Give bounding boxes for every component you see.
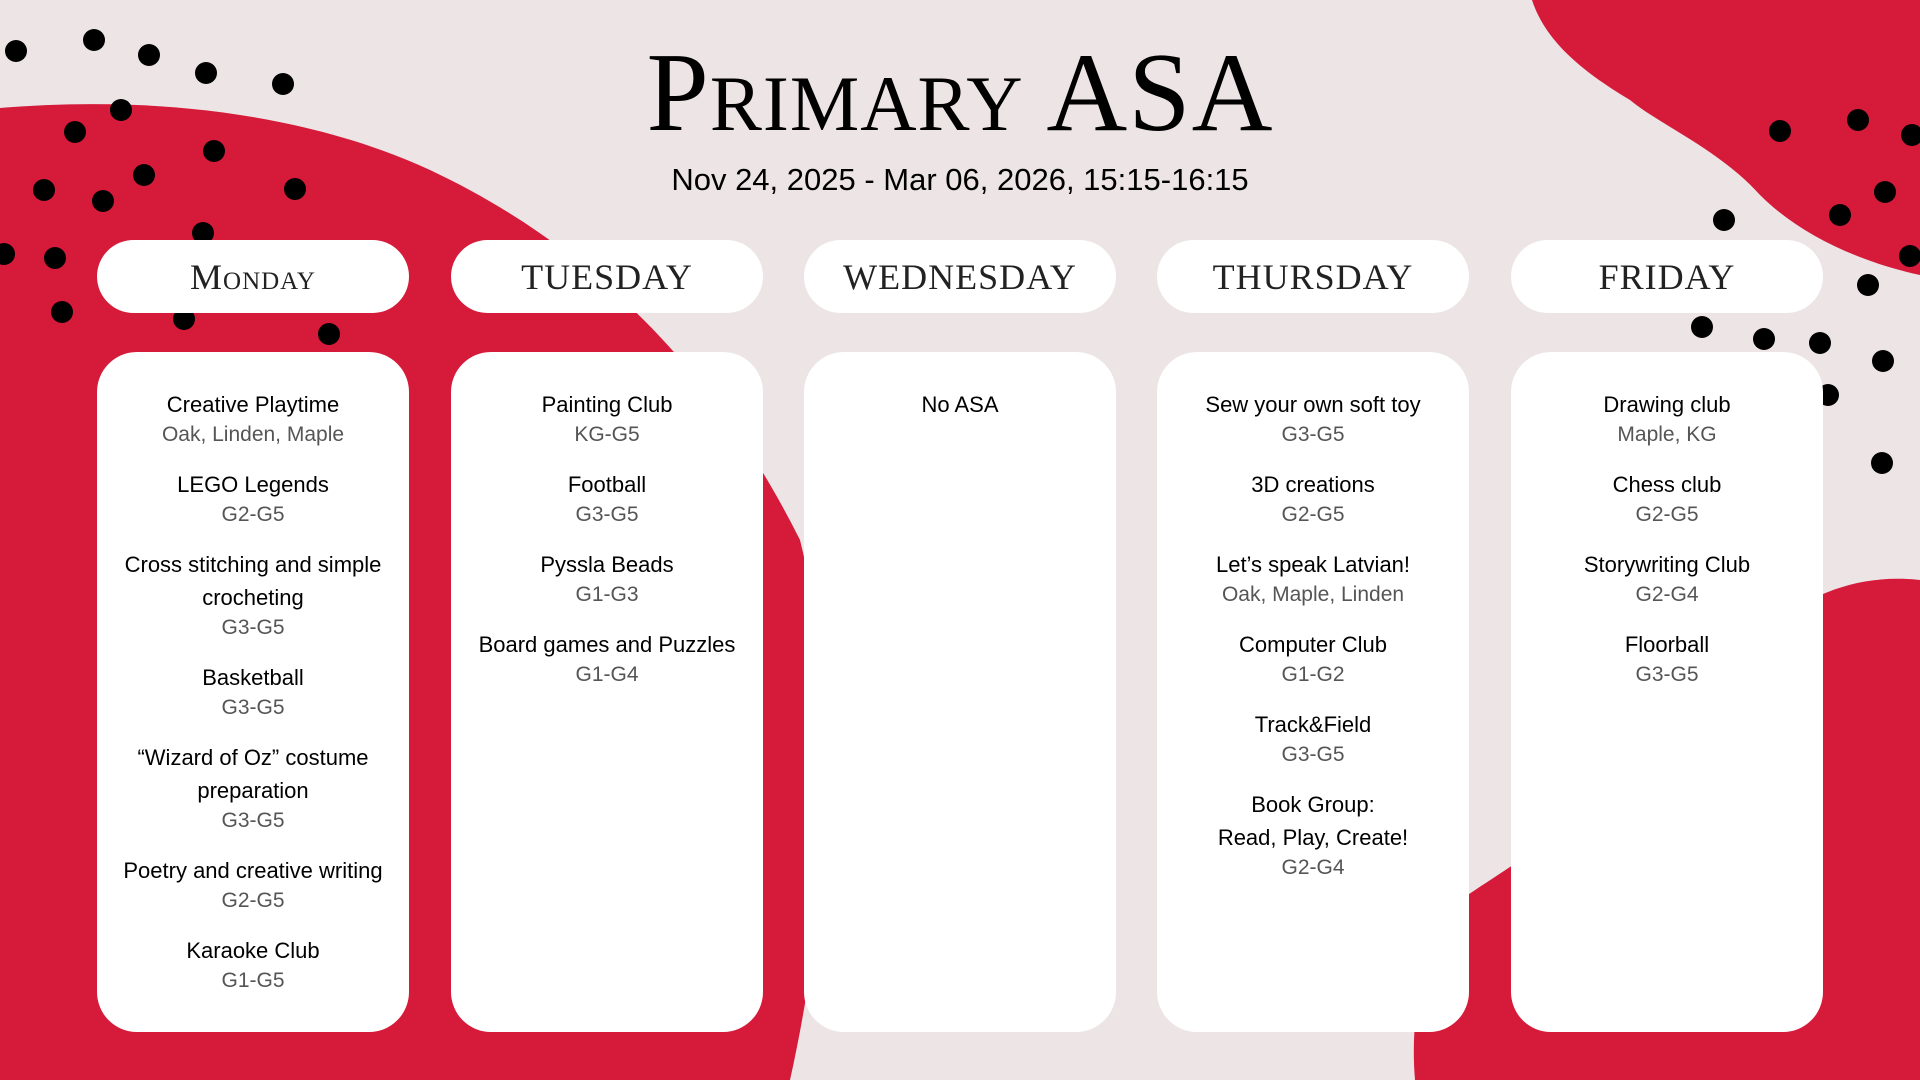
activity-grades: Oak, Linden, Maple <box>161 423 345 446</box>
activity-name: Track&Field <box>1254 712 1372 737</box>
activity-item <box>469 548 745 609</box>
activity-grades: G2-G5 <box>1635 503 1699 526</box>
activity-name: Pyssla Beads <box>540 552 674 577</box>
activity-grades: G3-G5 <box>1281 423 1345 446</box>
activity-item <box>115 548 391 642</box>
activity-item <box>1175 468 1451 529</box>
activity-name: Floorball <box>1624 632 1710 657</box>
activity-name: LEGO Legends <box>177 472 329 497</box>
activity-name: Football <box>567 472 647 497</box>
activity-item <box>1175 628 1451 689</box>
activity-item <box>115 741 391 835</box>
day-header-tuesday: TUESDAY <box>451 240 763 313</box>
activity-grades: G3-G5 <box>1635 663 1699 686</box>
activity-item <box>1175 548 1451 609</box>
activity-name: Book Group: Read, Play, Create! <box>1217 792 1409 850</box>
activity-name: Storywriting Club <box>1583 552 1751 577</box>
day-header-friday: FRIDAY <box>1511 240 1823 313</box>
activity-item <box>115 934 391 995</box>
activity-item <box>115 854 391 915</box>
day-card-thursday <box>1157 352 1469 1032</box>
date-range-subtitle: Nov 24, 2025 - Mar 06, 2026, 15:15-16:15 <box>671 162 1249 197</box>
activity-name: Karaoke Club <box>186 938 320 963</box>
activity-item <box>115 661 391 722</box>
activity-name: 3D creations <box>1251 472 1375 497</box>
activity-name: Sew your own soft toy <box>1205 392 1421 417</box>
activity-grades: G3-G5 <box>221 809 285 832</box>
activity-grades: G2-G5 <box>1281 503 1345 526</box>
activity-grades: G2-G4 <box>1281 856 1345 879</box>
day-card-friday <box>1511 352 1823 1032</box>
activity-item <box>115 388 391 449</box>
activity-grades: Oak, Maple, Linden <box>1221 583 1405 606</box>
activity-item <box>1175 708 1451 769</box>
day-header-wednesday: WEDNESDAY <box>804 240 1116 313</box>
activity-item <box>1529 468 1805 529</box>
day-card-wednesday <box>804 352 1116 1032</box>
activity-item <box>1175 388 1451 449</box>
activity-item <box>822 388 1098 421</box>
activity-grades: G3-G5 <box>575 503 639 526</box>
activity-item <box>469 468 745 529</box>
activity-grades: G1-G3 <box>575 583 639 606</box>
activity-grades: G2-G5 <box>221 889 285 912</box>
activity-name: Creative Playtime <box>166 392 340 417</box>
activity-name: Basketball <box>202 665 304 690</box>
activity-item <box>1175 788 1451 882</box>
activity-grades: G1-G4 <box>575 663 639 686</box>
day-card-tuesday <box>451 352 763 1032</box>
activity-name: Chess club <box>1612 472 1722 497</box>
day-card-monday <box>97 352 409 1032</box>
activity-item <box>469 388 745 449</box>
activity-grades: G2-G5 <box>221 503 285 526</box>
page-title: Primary ASA <box>646 31 1274 155</box>
activity-item <box>1529 388 1805 449</box>
day-header-thursday: THURSDAY <box>1157 240 1469 313</box>
activity-item <box>1529 628 1805 689</box>
activity-grades: G2-G4 <box>1635 583 1699 606</box>
activity-name: Let’s speak Latvian! <box>1215 552 1411 577</box>
activity-grades: G1-G5 <box>221 969 285 992</box>
activity-grades: G3-G5 <box>221 696 285 719</box>
day-header-monday: Monday <box>97 240 409 313</box>
activity-grades: G1-G2 <box>1281 663 1345 686</box>
activity-name: Cross stitching and simple crocheting <box>124 552 382 610</box>
activity-grades: G3-G5 <box>1281 743 1345 766</box>
activity-grades: KG-G5 <box>574 423 640 446</box>
activity-item <box>115 468 391 529</box>
activity-grades: G3-G5 <box>221 616 285 639</box>
activity-name: Computer Club <box>1239 632 1387 657</box>
activity-name: Poetry and creative writing <box>123 858 383 883</box>
activity-grades: Maple, KG <box>1617 423 1717 446</box>
activity-name: Painting Club <box>541 392 673 417</box>
activity-name: Drawing club <box>1603 392 1731 417</box>
activity-name: “Wizard of Oz” costume preparation <box>137 745 369 803</box>
activity-item <box>469 628 745 689</box>
activity-name: Board games and Puzzles <box>478 632 736 657</box>
activity-item <box>1529 548 1805 609</box>
activity-name: No ASA <box>921 392 999 417</box>
